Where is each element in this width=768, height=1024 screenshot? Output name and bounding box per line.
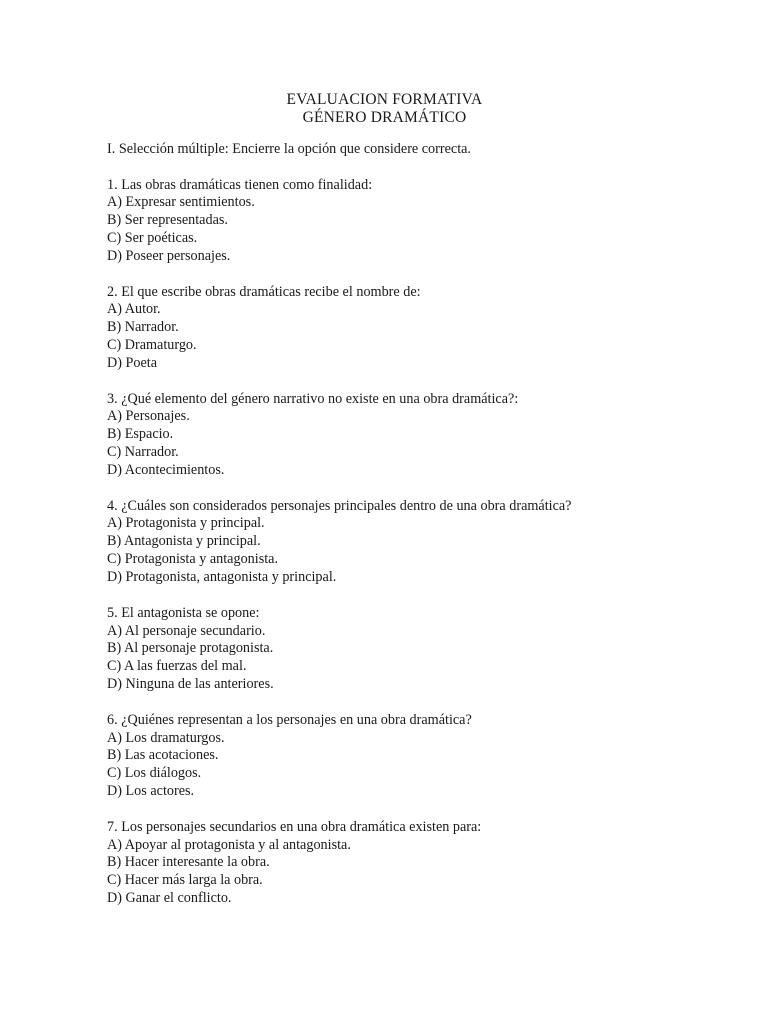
question-text: 1. Las obras dramáticas tienen como finalidad: (107, 176, 373, 193)
option-c: C) Ser poéticas. (107, 230, 198, 247)
option-d: D) Los actores. (107, 783, 195, 800)
option-b: B) Antagonista y principal. (107, 533, 261, 550)
option-c: C) A las fuerzas del mal. (107, 658, 247, 675)
option-a: A) Autor. (107, 301, 161, 318)
question-7 (107, 819, 707, 908)
option-a: A) Expresar sentimientos. (107, 194, 255, 211)
question-4 (107, 498, 707, 587)
document-subtitle: GÉNERO DRAMÁTICO (302, 109, 467, 126)
option-c: C) Narrador. (107, 444, 179, 461)
option-a: A) Los dramaturgos. (107, 729, 225, 746)
option-a: A) Apoyar al protagonista y al antagonista. (107, 836, 351, 853)
question-text: 7. Los personajes secundarios en una obra dramática existen para: (107, 818, 482, 835)
option-c: C) Dramaturgo. (107, 337, 197, 354)
question-text: 6. ¿Quiénes representan a los personajes en una obra dramática? (107, 711, 472, 728)
question-1 (107, 177, 707, 266)
option-b: B) Al personaje protagonista. (107, 640, 274, 657)
option-c: C) Hacer más larga la obra. (107, 872, 263, 889)
option-d: D) Poseer personajes. (107, 247, 231, 264)
question-2 (107, 284, 707, 373)
question-text: 3. ¿Qué elemento del género narrativo no existe en una obra dramática?: (107, 390, 519, 407)
document-title: EVALUACION FORMATIVA (286, 91, 483, 108)
question-list (107, 177, 707, 908)
document-page (107, 91, 707, 926)
instructions: I. Selección múltiple: Encierre la opción que considere correcta. (107, 141, 471, 157)
question-text: 4. ¿Cuáles son considerados personajes principales dentro de una obra dramática? (107, 497, 572, 514)
option-b: B) Ser representadas. (107, 212, 228, 229)
option-c: C) Protagonista y antagonista. (107, 551, 279, 568)
option-b: B) Hacer interesante la obra. (107, 854, 270, 871)
question-3 (107, 391, 707, 480)
option-c: C) Los diálogos. (107, 765, 202, 782)
option-a: A) Al personaje secundario. (107, 622, 266, 639)
title-block (107, 91, 662, 127)
option-d: D) Ganar el conflicto. (107, 890, 232, 907)
option-a: A) Protagonista y principal. (107, 515, 265, 532)
option-b: B) Narrador. (107, 319, 179, 336)
option-d: D) Ninguna de las anteriores. (107, 676, 274, 693)
question-text: 2. El que escribe obras dramáticas recibe el nombre de: (107, 283, 421, 300)
option-d: D) Acontecimientos. (107, 462, 225, 478)
question-6 (107, 712, 707, 801)
option-a: A) Personajes. (107, 408, 190, 425)
option-d: D) Protagonista, antagonista y principal. (107, 569, 337, 586)
option-d: D) Poeta (107, 354, 158, 371)
question-text: 5. El antagonista se opone: (107, 604, 260, 621)
option-b: B) Espacio. (107, 426, 174, 443)
question-5 (107, 605, 707, 694)
option-b: B) Las acotaciones. (107, 747, 219, 764)
